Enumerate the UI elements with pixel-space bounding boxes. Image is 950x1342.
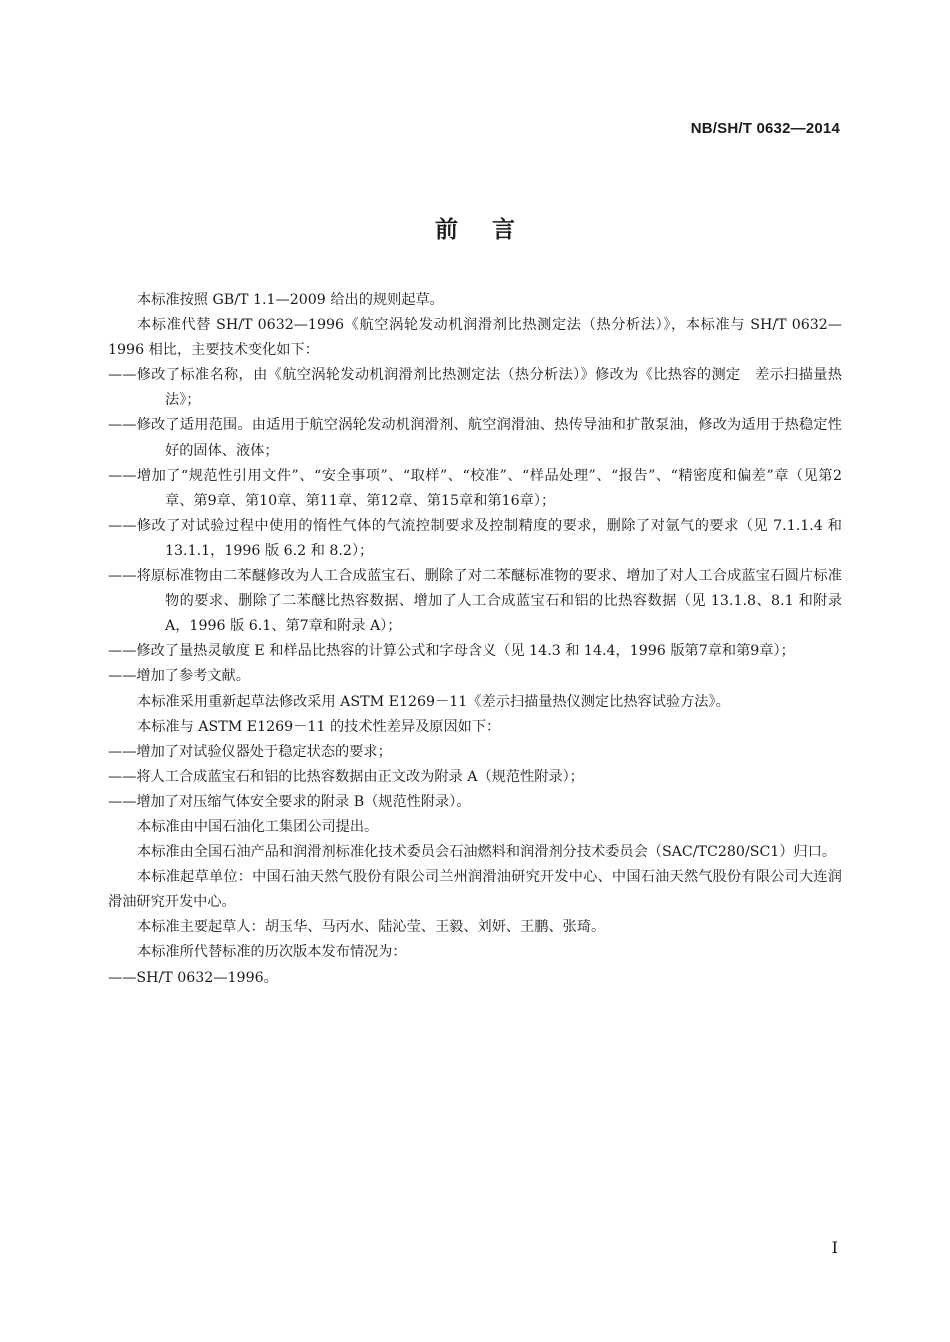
- list-item-change-gas: ——修改了对试验过程中使用的惰性气体的气流控制要求及控制精度的要求，删除了对氩气的要求（见 7.1.1.4 和 13.1.1，1996 版 6.2 和 8.2）；: [108, 517, 842, 559]
- foreword-body: [108, 288, 842, 991]
- list-item-history-version: ——SH/T 0632—1996。: [108, 969, 278, 986]
- paragraph-committee: 本标准由全国石油产品和润滑剂标准化技术委员会石油燃料和润滑剂分技术委员会（SAC/TC280/SC1）归口。: [137, 844, 837, 861]
- list-item-change-chapters: ——增加了“规范性引用文件”、“安全事项”、“取样”、“校准”、“样品处理”、“报告”、“精密度和偏差”章（见第2章、第9章、第10章、第11章、第12章、第15章和第16章）；: [108, 467, 842, 509]
- list-item-diff-annex-b: ——增加了对压缩气体安全要求的附录 B（规范性附录）。: [108, 793, 471, 810]
- list-item-change-scope: ——修改了适用范围。由适用于航空涡轮发动机润滑剂、航空润滑油、热传导油和扩散泵油，修改为适用于热稳定性好的固体、液体；: [108, 417, 842, 459]
- paragraph-drafters: 本标准主要起草人：胡玉华、马丙水、陆沁莹、王毅、刘妍、王鹏、张琦。: [137, 919, 606, 936]
- paragraph-drafting-rules: 本标准按照 GB/T 1.1—2009 给出的规则起草。: [137, 292, 444, 308]
- page-number: I: [831, 1238, 838, 1257]
- paragraph-adoption: 本标准采用重新起草法修改采用 ASTM E1269－11《差示扫描量热仪测定比热容试验方法》。: [137, 693, 730, 710]
- list-item-diff-stability: ——增加了对试验仪器处于稳定状态的要求；: [108, 743, 392, 760]
- list-item-diff-annex-a: ——将人工合成蓝宝石和铝的比热容数据由正文改为附录 A（规范性附录）；: [108, 768, 584, 785]
- list-item-change-reference-material: ——将原标准物由二苯醚修改为人工合成蓝宝石、删除了对二苯醚标准物的要求、增加了对人工合成蓝宝石圆片标准物的要求、删除了二苯醚比热容数据、增加了人工合成蓝宝石和铝的比热容数据（见 13.1.8、8.1 和附录 A，1996 版 6.1、第7章和附录 A）；: [108, 568, 842, 635]
- page-title: 前言: [435, 217, 549, 243]
- standard-number: NB/SH/T 0632—2014: [690, 120, 840, 137]
- list-item-change-name: ——修改了标准名称，由《航空涡轮发动机润滑剂比热测定法（热分析法）》修改为《比热容的测定 差示扫描量热法》；: [108, 367, 842, 409]
- list-item-change-bibliography: ——增加了参考文献。: [108, 668, 250, 685]
- list-item-change-formula: ——修改了量热灵敏度 E 和样品比热容的计算公式和字母含义（见 14.3 和 14.4，1996 版第7章和第9章）；: [108, 643, 795, 660]
- paragraph-proposer: 本标准由中国石油化工集团公司提出。: [137, 818, 379, 835]
- paragraph-differences: 本标准与 ASTM E1269－11 的技术性差异及原因如下：: [137, 718, 501, 735]
- paragraph-history: 本标准所代替标准的历次版本发布情况为：: [137, 944, 407, 961]
- paragraph-drafting-units: 本标准起草单位：中国石油天然气股份有限公司兰州润滑油研究开发中心、中国石油天然气股份有限公司大连润滑油研究开发中心。: [108, 869, 842, 911]
- paragraph-replacement: 本标准代替 SH/T 0632—1996《航空涡轮发动机润滑剂比热测定法（热分析法）》，本标准与 SH/T 0632—1996 相比，主要技术变化如下：: [108, 317, 842, 359]
